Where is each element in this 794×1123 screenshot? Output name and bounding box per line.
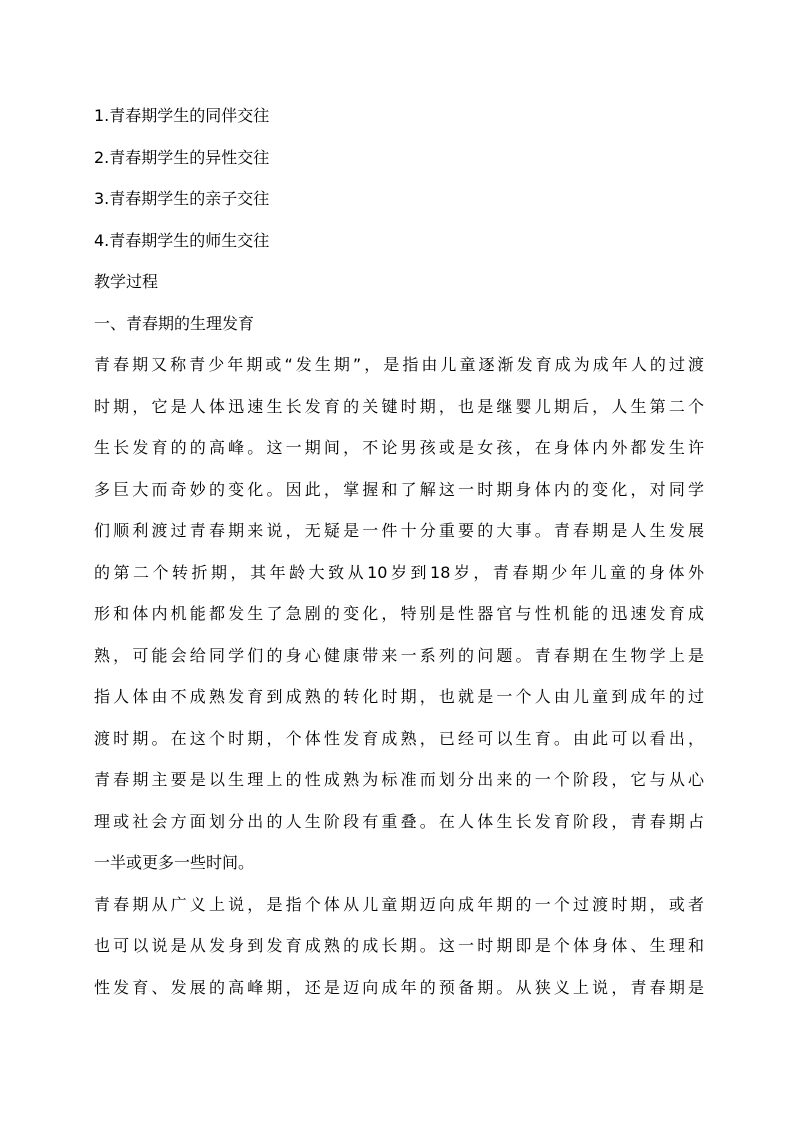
outline-item-4: 4.青春期学生的师生交往: [94, 231, 270, 250]
outline-item-3: 3.青春期学生的亲子交往: [94, 189, 270, 208]
paragraph-line: 时期，它是人体迅速生长发育的关键时期，也是继婴儿期后，人生第二个: [94, 397, 704, 416]
paragraph-line: 青春期从广义上说，是指个体从儿童期迈向成年期的一个过渡时期，或者: [94, 895, 704, 914]
paragraph-line: 青春期又称青少年期或“发生期”，是指由儿童逐渐发育成为成年人的过渡: [94, 355, 704, 374]
paragraph-line: 形和体内机能都发生了急剧的变化，特别是性器官与性机能的迅速发育成: [94, 604, 704, 623]
outline-item-2: 2.青春期学生的异性交往: [94, 148, 270, 167]
paragraph-line: 的第二个转折期，其年龄大致从10岁到18岁，青春期少年儿童的身体外: [94, 563, 704, 582]
paragraph-line: 们顺利渡过青春期来说，无疑是一件十分重要的大事。青春期是人生发展: [94, 521, 704, 540]
paragraph-line: 多巨大而奇妙的变化。因此，掌握和了解这一时期身体内的变化，对同学: [94, 480, 704, 499]
paragraph-line: 生长发育的的高峰。这一期间，不论男孩或是女孩，在身体内外都发生许: [94, 438, 704, 457]
paragraph-line: 性发育、发展的高峰期，还是迈向成年的预备期。从狭义上说，青春期是: [94, 978, 704, 997]
paragraph-line: 熟，可能会给同学们的身心健康带来一系列的问题。青春期在生物学上是: [94, 646, 704, 665]
paragraph-line: 青春期主要是以生理上的性成熟为标准而划分出来的一个阶段，它与从心: [94, 770, 704, 789]
section-title: 教学过程: [94, 272, 159, 291]
paragraph-line: 一半或更多一些时间。: [94, 853, 255, 872]
outline-item-1: 1.青春期学生的同伴交往: [94, 106, 270, 125]
paragraph-line: 理或社会方面划分出的人生阶段有重叠。在人体生长发育阶段，青春期占: [94, 812, 704, 831]
paragraph-line: 指人体由不成熟发育到成熟的转化时期，也就是一个人由儿童到成年的过: [94, 687, 704, 706]
paragraph-line: 也可以说是从发身到发育成熟的成长期。这一时期即是个体身体、生理和: [94, 936, 704, 955]
subsection-title: 一、青春期的生理发育: [94, 314, 255, 333]
paragraph-line: 渡时期。在这个时期，个体性发育成熟，已经可以生育。由此可以看出，: [94, 729, 704, 748]
